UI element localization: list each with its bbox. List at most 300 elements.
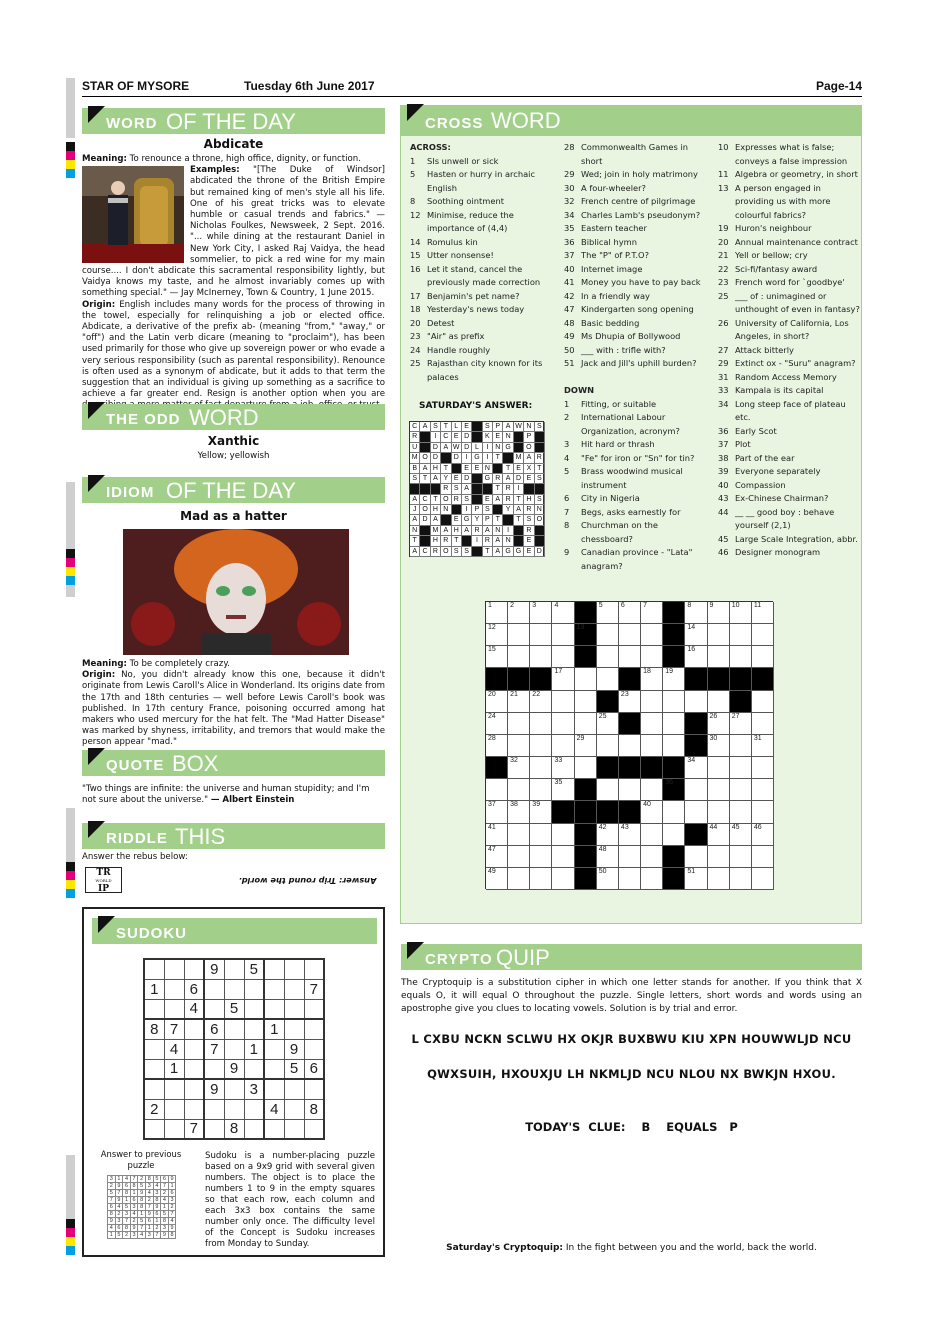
crossword-cell[interactable] bbox=[486, 779, 508, 801]
sudoku-cell[interactable]: 8 bbox=[144, 1019, 164, 1039]
crossword-cell[interactable] bbox=[508, 713, 530, 735]
crossword-cell[interactable] bbox=[552, 779, 574, 801]
sudoku-cell[interactable] bbox=[204, 1059, 224, 1079]
riddle-header bbox=[82, 823, 385, 849]
saturday-cell: A bbox=[524, 453, 534, 463]
crossword-cell[interactable] bbox=[486, 602, 508, 624]
crossword-cell[interactable] bbox=[552, 824, 574, 846]
saturday-cell bbox=[514, 526, 524, 536]
crossword-cell[interactable] bbox=[508, 868, 530, 890]
crossword-cell[interactable] bbox=[619, 779, 641, 801]
across-label: ACROSS: bbox=[410, 142, 451, 152]
crossword-cell[interactable] bbox=[575, 691, 597, 713]
clue-item bbox=[564, 263, 710, 277]
crossword-cell[interactable] bbox=[619, 824, 641, 846]
sudoku-cell[interactable]: 6 bbox=[304, 1059, 324, 1079]
sudoku-cell[interactable] bbox=[184, 1099, 204, 1119]
sudoku-cell[interactable] bbox=[244, 1119, 264, 1139]
crossword-cell[interactable] bbox=[685, 846, 707, 868]
clue-item bbox=[718, 452, 860, 466]
crossword-cell[interactable] bbox=[730, 602, 752, 624]
sudoku-cell[interactable] bbox=[204, 979, 224, 999]
saturday-cell: N bbox=[503, 536, 513, 546]
sudoku-cell[interactable] bbox=[264, 979, 284, 999]
crossword-cell[interactable] bbox=[597, 846, 619, 868]
crossword-cell[interactable] bbox=[575, 757, 597, 779]
sudoku-cell[interactable] bbox=[244, 999, 264, 1019]
sudoku-cell[interactable] bbox=[184, 1039, 204, 1059]
crossword-cell[interactable] bbox=[486, 735, 508, 757]
sudoku-cell[interactable]: 7 bbox=[164, 1019, 184, 1039]
sudoku-cell[interactable] bbox=[244, 1099, 264, 1119]
crossword-cell[interactable] bbox=[597, 713, 619, 735]
sudoku-cell[interactable] bbox=[304, 1119, 324, 1139]
crossword-cell[interactable] bbox=[597, 868, 619, 890]
crossword-cell[interactable] bbox=[730, 646, 752, 668]
sudoku-answer-cell: 8 bbox=[168, 1232, 176, 1239]
crossword-cell[interactable] bbox=[508, 624, 530, 646]
crossword-cell[interactable] bbox=[641, 624, 663, 646]
crossword-cell[interactable] bbox=[730, 868, 752, 890]
crossword-cell[interactable] bbox=[597, 735, 619, 757]
crossword-cell[interactable] bbox=[530, 868, 552, 890]
sudoku-answer-cell: 7 bbox=[115, 1190, 123, 1197]
sudoku-answer-cell: 6 bbox=[123, 1183, 131, 1190]
sudoku-cell[interactable]: 8 bbox=[304, 1099, 324, 1119]
crossword-cell[interactable] bbox=[486, 801, 508, 823]
crossword-cell[interactable] bbox=[641, 713, 663, 735]
crossword-cell[interactable] bbox=[619, 868, 641, 890]
clue-item bbox=[718, 263, 860, 277]
sudoku-cell[interactable] bbox=[204, 1099, 224, 1119]
crossword-cell[interactable] bbox=[575, 735, 597, 757]
crossword-cell[interactable] bbox=[663, 735, 685, 757]
sudoku-cell[interactable] bbox=[144, 999, 164, 1019]
sudoku-cell[interactable] bbox=[184, 1079, 204, 1099]
sudoku-cell[interactable]: 9 bbox=[284, 1039, 304, 1059]
crossword-cell[interactable] bbox=[641, 801, 663, 823]
sudoku-cell[interactable]: 9 bbox=[204, 959, 224, 979]
sudoku-cell[interactable] bbox=[184, 1019, 204, 1039]
crossword-cell[interactable] bbox=[597, 779, 619, 801]
crossword-cell[interactable] bbox=[619, 846, 641, 868]
sudoku-cell[interactable] bbox=[304, 959, 324, 979]
sudoku-cell[interactable]: 4 bbox=[264, 1099, 284, 1119]
sudoku-cell[interactable] bbox=[224, 979, 244, 999]
crossword-cell[interactable] bbox=[708, 624, 730, 646]
crossword-cell[interactable] bbox=[730, 757, 752, 779]
sudoku-cell[interactable] bbox=[164, 1079, 184, 1099]
crossword-cell[interactable] bbox=[730, 713, 752, 735]
saturday-cell bbox=[452, 464, 462, 474]
sudoku-answer-cell: 7 bbox=[145, 1204, 153, 1211]
clue-item bbox=[564, 344, 710, 358]
sudoku-cell[interactable] bbox=[184, 959, 204, 979]
crossword-cell[interactable] bbox=[641, 691, 663, 713]
crossword-cell[interactable] bbox=[530, 602, 552, 624]
down-clues-col3 bbox=[718, 141, 860, 560]
sudoku-cell[interactable] bbox=[164, 959, 184, 979]
sudoku-cell[interactable] bbox=[224, 1039, 244, 1059]
crossword-cell[interactable] bbox=[641, 602, 663, 624]
crossword-cell[interactable] bbox=[575, 668, 597, 690]
crossword-cell[interactable] bbox=[508, 691, 530, 713]
sudoku-cell[interactable] bbox=[284, 1119, 304, 1139]
sudoku-answer-cell: 8 bbox=[138, 1197, 146, 1204]
crossword-cell[interactable] bbox=[597, 624, 619, 646]
sudoku-answer-cell: 1 bbox=[115, 1176, 123, 1183]
sudoku-cell[interactable]: 9 bbox=[204, 1079, 224, 1099]
crossword-cell[interactable] bbox=[597, 602, 619, 624]
crossword-cell[interactable] bbox=[552, 735, 574, 757]
sudoku-cell[interactable] bbox=[164, 1099, 184, 1119]
crossword-cell[interactable] bbox=[752, 691, 774, 713]
crossword-cell[interactable] bbox=[641, 824, 663, 846]
crossword-cell[interactable] bbox=[597, 824, 619, 846]
saturday-cell bbox=[420, 484, 430, 494]
sudoku-cell[interactable] bbox=[244, 1019, 264, 1039]
crossword-cell[interactable] bbox=[708, 691, 730, 713]
clue-number: 25 bbox=[718, 290, 729, 301]
sudoku-answer-cell: 8 bbox=[161, 1218, 169, 1225]
sudoku-cell[interactable]: 7 bbox=[184, 1119, 204, 1139]
saturday-cell: R bbox=[493, 474, 503, 484]
clue-item bbox=[564, 452, 710, 466]
crossword-cell[interactable] bbox=[552, 602, 574, 624]
clue-text: Utter nonsense! bbox=[427, 250, 494, 260]
saturday-cell bbox=[420, 536, 430, 546]
sudoku-cell[interactable] bbox=[284, 979, 304, 999]
clue-item bbox=[718, 357, 860, 371]
crossword-cell[interactable] bbox=[752, 824, 774, 846]
sudoku-cell[interactable]: 8 bbox=[224, 1119, 244, 1139]
crossword-cell[interactable] bbox=[619, 735, 641, 757]
sudoku-cell[interactable]: 1 bbox=[264, 1019, 284, 1039]
sudoku-cell[interactable] bbox=[244, 1059, 264, 1079]
crossword-cell[interactable] bbox=[685, 868, 707, 890]
clue-text: "Air" as prefix bbox=[427, 331, 485, 341]
sudoku-cell[interactable]: 6 bbox=[204, 1019, 224, 1039]
sudoku-cell[interactable] bbox=[164, 979, 184, 999]
crossword-cell[interactable] bbox=[708, 602, 730, 624]
crossword-cell[interactable] bbox=[641, 846, 663, 868]
sudoku-cell[interactable] bbox=[144, 959, 164, 979]
sudoku-cell[interactable] bbox=[164, 1119, 184, 1139]
crossword-cell[interactable] bbox=[752, 602, 774, 624]
sudoku-cell[interactable]: 1 bbox=[164, 1059, 184, 1079]
crossword-cell[interactable] bbox=[508, 646, 530, 668]
crossword-cell[interactable] bbox=[685, 646, 707, 668]
sudoku-cell[interactable] bbox=[284, 1019, 304, 1039]
saturday-cell: D bbox=[462, 443, 472, 453]
saturday-cell: O bbox=[441, 495, 451, 505]
riddle-prompt: Answer the rebus below: bbox=[82, 852, 188, 862]
crossword-cell[interactable] bbox=[486, 691, 508, 713]
sudoku-cell[interactable]: 7 bbox=[304, 979, 324, 999]
sudoku-cell[interactable] bbox=[204, 999, 224, 1019]
crossword-cell[interactable] bbox=[486, 846, 508, 868]
sudoku-cell[interactable] bbox=[164, 999, 184, 1019]
sudoku-cell[interactable] bbox=[284, 999, 304, 1019]
sudoku-cell[interactable] bbox=[264, 1119, 284, 1139]
saturday-cell: E bbox=[483, 495, 493, 505]
sudoku-answer-cell: 5 bbox=[161, 1211, 169, 1218]
crossword-cell[interactable] bbox=[730, 779, 752, 801]
sudoku-cell[interactable]: 4 bbox=[184, 999, 204, 1019]
crossword-cell[interactable] bbox=[752, 801, 774, 823]
crossword-cell[interactable] bbox=[619, 691, 641, 713]
clue-text: Attack bitterly bbox=[735, 344, 794, 355]
sudoku-cell[interactable]: 1 bbox=[244, 1039, 264, 1059]
header-small: RIDDLE bbox=[106, 830, 168, 847]
crossword-cell[interactable] bbox=[752, 646, 774, 668]
saturday-cell: G bbox=[503, 547, 513, 557]
clue-item bbox=[718, 425, 860, 439]
clue-text: The "P" of P.T.O? bbox=[581, 250, 649, 260]
sudoku-cell[interactable]: 2 bbox=[144, 1099, 164, 1119]
saturday-cell: S bbox=[452, 547, 462, 557]
sudoku-cell[interactable]: 5 bbox=[244, 959, 264, 979]
crossword-cell[interactable] bbox=[552, 713, 574, 735]
sudoku-cell[interactable] bbox=[264, 1059, 284, 1079]
sudoku-answer-cell: 9 bbox=[168, 1225, 176, 1232]
black-square bbox=[685, 735, 707, 757]
crossword-cell[interactable] bbox=[530, 646, 552, 668]
crossword-cell[interactable] bbox=[663, 713, 685, 735]
sudoku-cell[interactable] bbox=[284, 1079, 304, 1099]
crossword-cell[interactable] bbox=[708, 824, 730, 846]
sudoku-cell[interactable]: 4 bbox=[164, 1039, 184, 1059]
clue-number: 49 bbox=[564, 331, 575, 341]
crossword-cell[interactable] bbox=[708, 801, 730, 823]
sudoku-answer-cell: 8 bbox=[138, 1204, 146, 1211]
sudoku-cell[interactable] bbox=[304, 1019, 324, 1039]
crossword-cell[interactable] bbox=[597, 646, 619, 668]
sudoku-cell[interactable]: 5 bbox=[224, 999, 244, 1019]
sudoku-description: Sudoku is a number-placing puzzle based on a 9x9 grid with several given numbers. The object is to place the numbers 1 to 9 in the empty squares so that each row, each column and each 3x3 box contains the same number only once. The difficulty level of the Concept is Sudoku increases from Monday to Sunday. bbox=[205, 1151, 375, 1249]
black-square bbox=[597, 691, 619, 713]
crossword-cell[interactable] bbox=[508, 602, 530, 624]
saturday-answer-grid bbox=[409, 421, 544, 557]
sudoku-cell[interactable] bbox=[304, 1039, 324, 1059]
crossword-cell[interactable] bbox=[708, 868, 730, 890]
crossword-cell[interactable] bbox=[730, 801, 752, 823]
clue-text: Extinct ox - "Suru" anagram? bbox=[735, 358, 856, 368]
crossword-cell[interactable] bbox=[663, 801, 685, 823]
crossword-cell[interactable] bbox=[508, 846, 530, 868]
sudoku-cell[interactable] bbox=[244, 979, 264, 999]
crossword-cell[interactable] bbox=[752, 757, 774, 779]
crossword-cell[interactable] bbox=[685, 757, 707, 779]
crossword-cell[interactable] bbox=[530, 801, 552, 823]
crossword-cell[interactable] bbox=[486, 868, 508, 890]
saturday-cell: A bbox=[441, 526, 451, 536]
crossword-cell[interactable] bbox=[752, 624, 774, 646]
saturday-cell: A bbox=[503, 474, 513, 484]
crossword-cell[interactable] bbox=[530, 779, 552, 801]
sudoku-cell[interactable] bbox=[144, 1039, 164, 1059]
crossword-cell[interactable] bbox=[486, 824, 508, 846]
crossword-cell[interactable] bbox=[641, 779, 663, 801]
sudoku-cell[interactable] bbox=[264, 999, 284, 1019]
crossword-cell[interactable] bbox=[552, 868, 574, 890]
saturday-cell: M bbox=[514, 453, 524, 463]
clue-number: 44 bbox=[718, 506, 729, 517]
crossword-cell[interactable] bbox=[508, 735, 530, 757]
clue-text: Part of the ear bbox=[735, 452, 795, 463]
sudoku-answer-cell: 7 bbox=[108, 1197, 116, 1204]
cell-number: 42 bbox=[598, 823, 607, 831]
clue-text: Long steep face of plateau etc. bbox=[735, 398, 846, 422]
clue-item bbox=[410, 236, 555, 250]
cell-number: 14 bbox=[687, 624, 696, 632]
cell-number: 10 bbox=[731, 602, 740, 609]
crossword-cell[interactable] bbox=[486, 646, 508, 668]
crossword-cell[interactable] bbox=[730, 624, 752, 646]
down-label: DOWN bbox=[564, 385, 595, 395]
sudoku-cell[interactable] bbox=[204, 1119, 224, 1139]
sudoku-cell[interactable] bbox=[304, 1079, 324, 1099]
sudoku-answer-cell: 7 bbox=[123, 1218, 131, 1225]
crossword-cell[interactable] bbox=[486, 624, 508, 646]
sudoku-cell[interactable] bbox=[144, 1079, 164, 1099]
crossword-cell[interactable] bbox=[663, 691, 685, 713]
black-square bbox=[752, 668, 774, 690]
sudoku-cell[interactable]: 6 bbox=[184, 979, 204, 999]
crossword-cell[interactable] bbox=[530, 757, 552, 779]
crossword-cell[interactable] bbox=[552, 624, 574, 646]
sudoku-answer-cell: 6 bbox=[153, 1211, 161, 1218]
crossword-cell[interactable] bbox=[752, 846, 774, 868]
crossword-cell[interactable] bbox=[685, 779, 707, 801]
sudoku-cell[interactable] bbox=[224, 1079, 244, 1099]
saturday-cell: Y bbox=[503, 505, 513, 515]
sudoku-answer-cell: 2 bbox=[123, 1232, 131, 1239]
crossword-cell[interactable] bbox=[685, 691, 707, 713]
crossword-cell[interactable] bbox=[685, 801, 707, 823]
header-small: SUDOKU bbox=[116, 925, 188, 942]
crossword-cell[interactable] bbox=[575, 713, 597, 735]
sudoku-cell[interactable] bbox=[224, 1019, 244, 1039]
sudoku-answer-cell: 4 bbox=[168, 1218, 176, 1225]
crossword-cell[interactable] bbox=[752, 779, 774, 801]
crossword-cell[interactable] bbox=[508, 757, 530, 779]
cell-number: 41 bbox=[488, 823, 496, 831]
crossword-cell[interactable] bbox=[530, 713, 552, 735]
clue-text: Eastern teacher bbox=[581, 223, 647, 233]
cell-number: 45 bbox=[731, 823, 740, 831]
sudoku-cell[interactable] bbox=[144, 1119, 164, 1139]
sudoku-cell[interactable] bbox=[264, 1079, 284, 1099]
crossword-cell[interactable] bbox=[663, 824, 685, 846]
sudoku-cell[interactable] bbox=[264, 959, 284, 979]
sudoku-cell[interactable]: 9 bbox=[224, 1059, 244, 1079]
crossword-cell[interactable] bbox=[619, 646, 641, 668]
crossword-cell[interactable] bbox=[508, 779, 530, 801]
clue-item bbox=[564, 249, 710, 263]
masthead bbox=[82, 78, 862, 97]
crossword-cell[interactable] bbox=[552, 668, 574, 690]
crossword-cell[interactable] bbox=[552, 757, 574, 779]
crossword-cell[interactable] bbox=[552, 691, 574, 713]
crossword-cell[interactable] bbox=[597, 668, 619, 690]
crossword-cell[interactable] bbox=[708, 779, 730, 801]
crossword-cell[interactable] bbox=[530, 846, 552, 868]
across-clues-col1 bbox=[410, 141, 555, 384]
crossword-cell[interactable] bbox=[708, 713, 730, 735]
crossword-cell[interactable] bbox=[663, 668, 685, 690]
crossword-cell[interactable] bbox=[530, 735, 552, 757]
crossword-cell[interactable] bbox=[641, 668, 663, 690]
crossword-cell[interactable] bbox=[708, 757, 730, 779]
clue-number: 9 bbox=[564, 547, 570, 557]
clue-text: Romulus kin bbox=[427, 236, 478, 247]
clue-item bbox=[718, 492, 860, 506]
sudoku-cell[interactable] bbox=[144, 1059, 164, 1079]
crossword-cell[interactable] bbox=[752, 713, 774, 735]
black-square bbox=[685, 713, 707, 735]
crossword-cell[interactable] bbox=[752, 868, 774, 890]
saturday-cell: R bbox=[431, 547, 441, 557]
saturday-cell bbox=[503, 515, 513, 525]
crossword-cell[interactable] bbox=[641, 868, 663, 890]
crossword-cell[interactable] bbox=[752, 735, 774, 757]
crossword-cell[interactable] bbox=[708, 646, 730, 668]
cell-number: 5 bbox=[598, 602, 603, 609]
crossword-cell[interactable] bbox=[530, 624, 552, 646]
crossword-cell[interactable] bbox=[685, 624, 707, 646]
clue-item bbox=[564, 357, 710, 371]
crossword-cell[interactable] bbox=[508, 824, 530, 846]
crossword-cell[interactable] bbox=[708, 735, 730, 757]
crossword-cell[interactable] bbox=[508, 801, 530, 823]
crossword-cell[interactable] bbox=[641, 735, 663, 757]
crossword-cell[interactable] bbox=[552, 846, 574, 868]
crossword-cell[interactable] bbox=[730, 824, 752, 846]
sudoku-cell[interactable] bbox=[184, 1059, 204, 1079]
sudoku-cell[interactable]: 7 bbox=[204, 1039, 224, 1059]
sudoku-cell[interactable]: 5 bbox=[284, 1059, 304, 1079]
crossword-cell[interactable] bbox=[530, 824, 552, 846]
sudoku-cell[interactable] bbox=[284, 959, 304, 979]
crossword-cell[interactable] bbox=[730, 735, 752, 757]
sudoku-cell[interactable] bbox=[284, 1099, 304, 1119]
crossword-cell[interactable] bbox=[685, 602, 707, 624]
clue-number: 43 bbox=[718, 493, 729, 503]
crossword-cell[interactable] bbox=[708, 846, 730, 868]
crossword-cell[interactable] bbox=[619, 624, 641, 646]
clue-number: 23 bbox=[718, 277, 729, 287]
crossword-cell[interactable] bbox=[730, 846, 752, 868]
sudoku-cell[interactable] bbox=[224, 959, 244, 979]
saturday-cell: E bbox=[452, 432, 462, 442]
saturday-cell bbox=[420, 526, 430, 536]
crossword-cell[interactable] bbox=[641, 646, 663, 668]
crossword-cell[interactable] bbox=[530, 691, 552, 713]
sudoku-cell[interactable]: 1 bbox=[144, 979, 164, 999]
black-square bbox=[685, 824, 707, 846]
sudoku-cell[interactable] bbox=[264, 1039, 284, 1059]
sudoku-answer-cell: 8 bbox=[123, 1190, 131, 1197]
saturday-cell: A bbox=[431, 515, 441, 525]
crossword-cell[interactable] bbox=[619, 602, 641, 624]
sudoku-cell[interactable] bbox=[224, 1099, 244, 1119]
sudoku-cell[interactable]: 3 bbox=[244, 1079, 264, 1099]
clue-item bbox=[410, 303, 555, 317]
crossword-cell[interactable] bbox=[486, 713, 508, 735]
sudoku-cell[interactable] bbox=[304, 999, 324, 1019]
crossword-cell[interactable] bbox=[552, 646, 574, 668]
